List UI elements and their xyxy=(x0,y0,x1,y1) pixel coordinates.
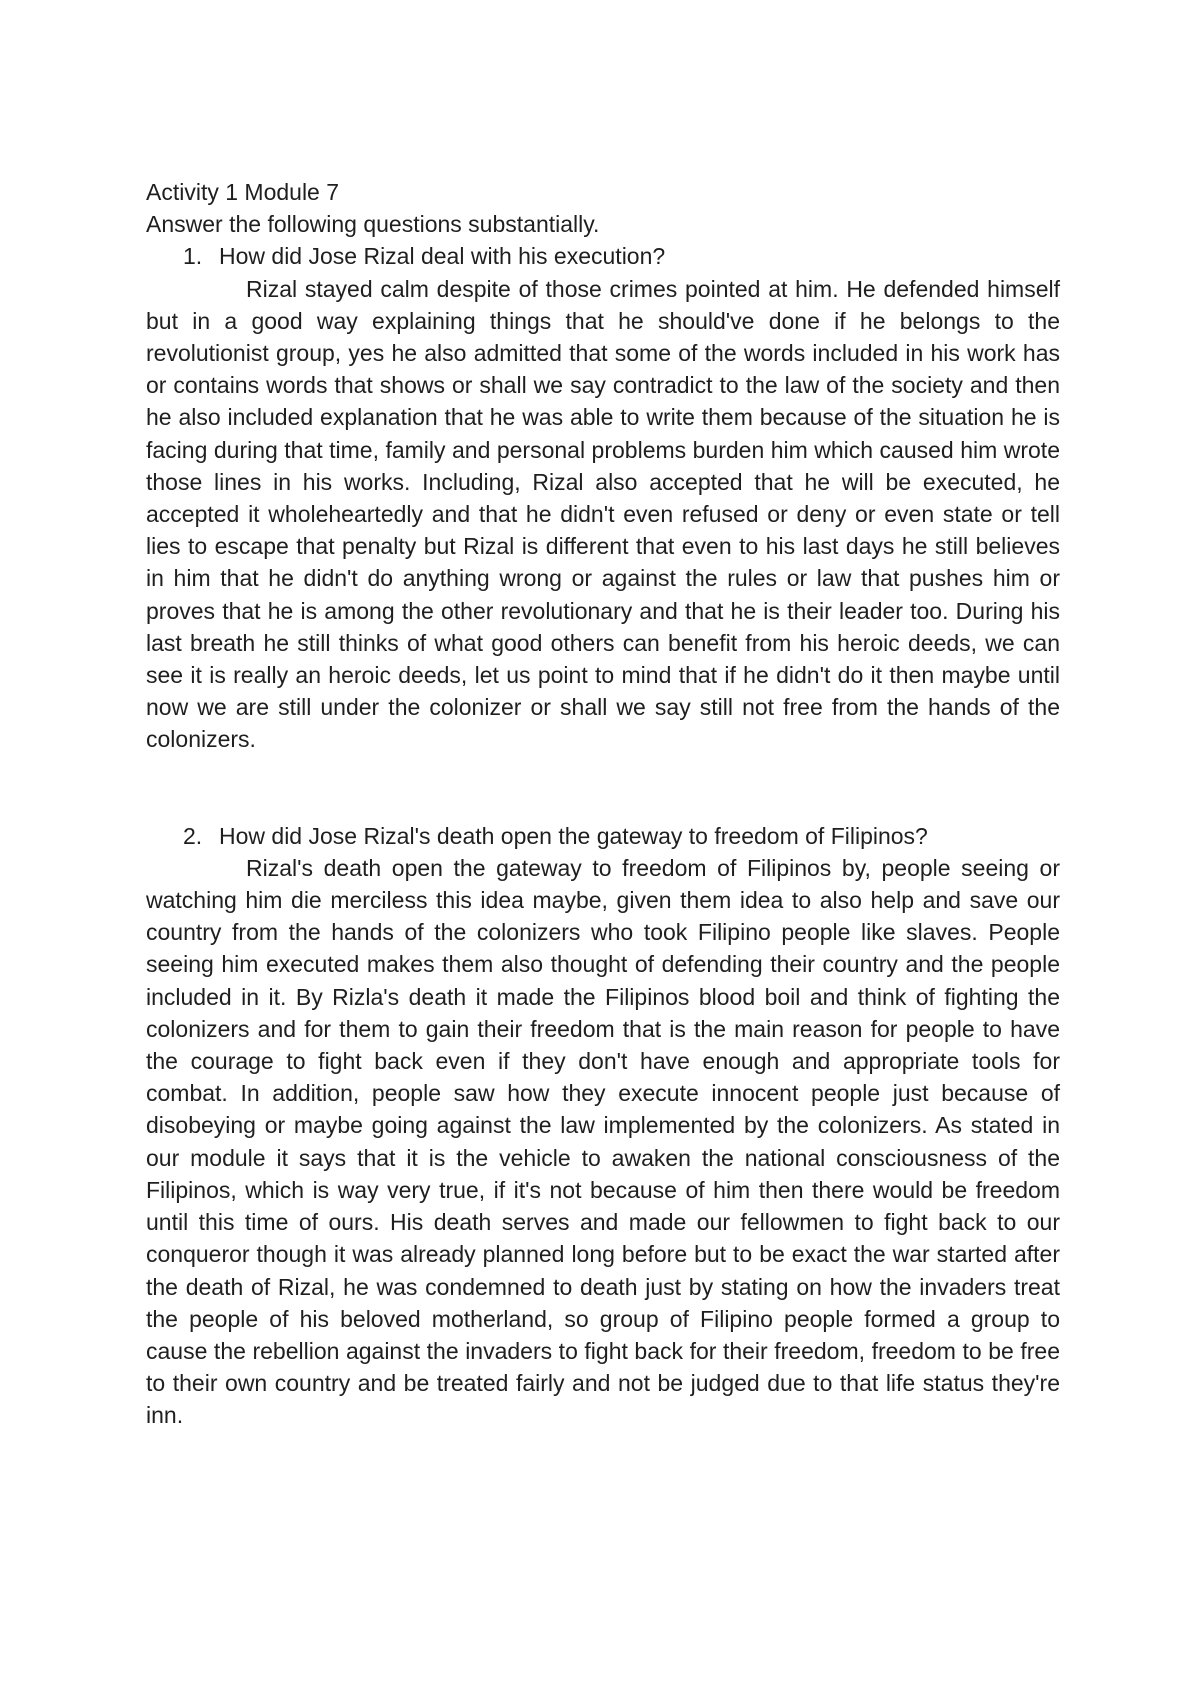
activity-title: Activity 1 Module 7 xyxy=(146,179,340,205)
question-2-text: How did Jose Rizal's death open the gateway to freedom of Filipinos? xyxy=(219,822,928,849)
question-1 xyxy=(146,240,1060,272)
question-2 xyxy=(146,820,1060,852)
answer-2: Rizal's death open the gateway to freedom of Filipinos by, people seeing or watching him die merciless this idea maybe, given them idea to also help and save our country from the hands of the colonizers who took Filipino people like slaves. People seeing him executed makes them also thought of defending their country and the people included in it. By Rizla's death it made the Filipinos blood boil and think of fighting the colonizers and for them to gain their freedom that is the main reason for people to have the courage to fight back even if they don't have enough and appropriate tools for combat. In addition, people saw how they execute innocent people just because of disobeying or maybe going against the law implemented by the colonizers. As stated in our module it says that it is the vehicle to awaken the national consciousness of the Filipinos, which is way very true, if it's not because of him then there would be freedom until this time of ours. His death serves and made our fellowmen to fight back to our conqueror though it was already planned long before but to be exact the war started after the death of Rizal, he was condemned to death just by stating on how the invaders treat the people of his beloved motherland, so group of Filipino people formed a group to cause the rebellion against the invaders to fight back for their freedom, freedom to be free to their own country and be treated fairly and not be judged due to that life status they're inn. xyxy=(146,854,1060,1429)
answer-1: Rizal stayed calm despite of those crimes pointed at him. He defended himself but in a good way explaining things that he should've done if he belongs to the revolutionist group, yes he also admitted that some of the words included in his work has or contains words that shows or shall we say contradict to the law of the society and then he also included explanation that he was able to write them because of the situation he is facing during that time, family and personal problems burden him which caused him wrote those lines in his works. Including, Rizal also accepted that he will be executed, he accepted it wholeheartedly and that he didn't even refused or deny or even state or tell lies to escape that penalty but Rizal is different that even to his last days he still believes in him that he didn't do anything wrong or against the rules or law that pushes him or proves that he is among the other revolutionary and that he is their leader too. During his last breath he still thinks of what good others can benefit from his heroic deeds, we can see it is really an heroic deeds, let us point to mind that if he didn't do it then maybe until now we are still under the colonizer or shall we say still not free from the hands of the colonizers. xyxy=(146,275,1060,753)
document-page xyxy=(146,176,1060,1432)
question-1-number: 1. xyxy=(183,243,203,270)
instructions: Answer the following questions substantially. xyxy=(146,211,600,238)
question-1-text: How did Jose Rizal deal with his execution? xyxy=(219,243,666,270)
section-gap xyxy=(146,756,1060,820)
question-2-number: 2. xyxy=(183,822,203,849)
